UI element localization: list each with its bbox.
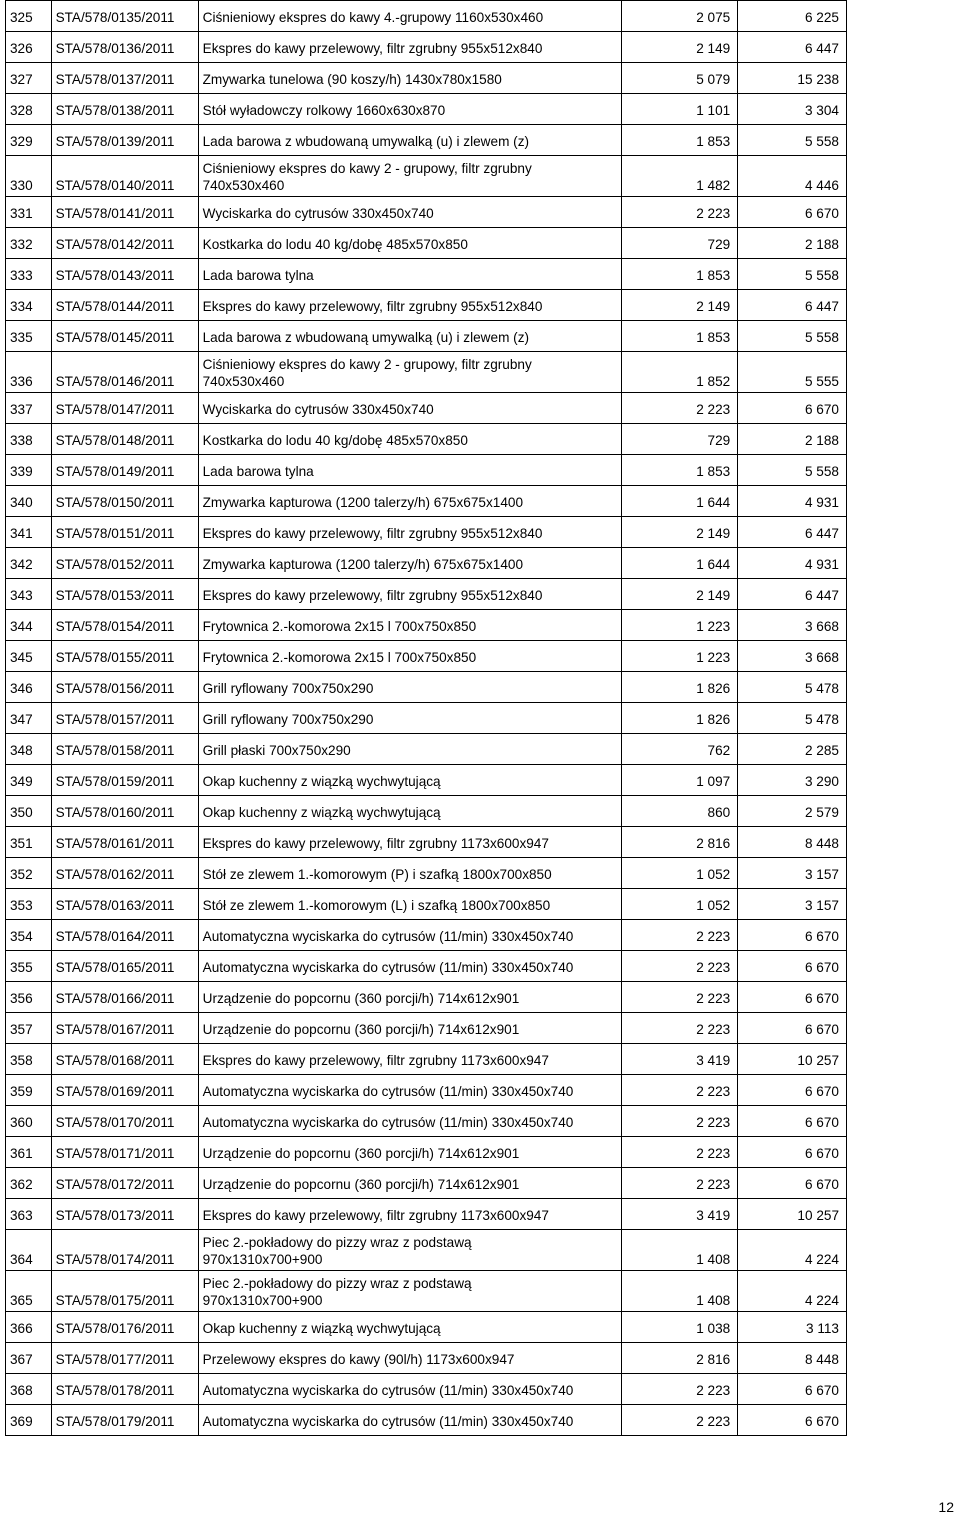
inventory-id-cell: STA/578/0156/2011 <box>51 672 198 703</box>
row-number-cell: 337 <box>6 393 52 424</box>
row-number-cell: 354 <box>6 920 52 951</box>
table-row <box>6 548 847 579</box>
description-cell: Stół wyładowczy rolkowy 1660x630x870 <box>198 94 622 125</box>
gross-value-cell: 6 670 <box>738 1168 847 1199</box>
table-row <box>6 951 847 982</box>
table-row <box>6 228 847 259</box>
row-number-cell: 368 <box>6 1374 52 1405</box>
gross-value-cell: 15 238 <box>738 63 847 94</box>
row-number-cell: 342 <box>6 548 52 579</box>
net-value-cell: 729 <box>622 228 738 259</box>
inventory-id-cell: STA/578/0173/2011 <box>51 1199 198 1230</box>
net-value-cell: 2 149 <box>622 32 738 63</box>
net-value-cell: 762 <box>622 734 738 765</box>
table-row <box>6 1106 847 1137</box>
row-number-cell: 331 <box>6 197 52 228</box>
gross-value-cell: 6 670 <box>738 920 847 951</box>
table-row <box>6 920 847 951</box>
net-value-cell: 2 223 <box>622 197 738 228</box>
gross-value-cell: 6 670 <box>738 1013 847 1044</box>
row-number-cell: 363 <box>6 1199 52 1230</box>
net-value-cell: 1 052 <box>622 889 738 920</box>
table-row <box>6 703 847 734</box>
net-value-cell: 1 644 <box>622 486 738 517</box>
row-number-cell: 327 <box>6 63 52 94</box>
gross-value-cell: 4 931 <box>738 548 847 579</box>
net-value-cell: 3 419 <box>622 1044 738 1075</box>
row-number-cell: 332 <box>6 228 52 259</box>
net-value-cell: 2 223 <box>622 1374 738 1405</box>
inventory-id-cell: STA/578/0168/2011 <box>51 1044 198 1075</box>
gross-value-cell: 5 478 <box>738 703 847 734</box>
net-value-cell: 2 223 <box>622 1168 738 1199</box>
table-row <box>6 1044 847 1075</box>
table-row <box>6 321 847 352</box>
net-value-cell: 1 097 <box>622 765 738 796</box>
description-cell: Automatyczna wyciskarka do cytrusów (11/min) 330x450x740 <box>198 1405 622 1436</box>
table-row <box>6 1405 847 1436</box>
gross-value-cell: 5 558 <box>738 321 847 352</box>
inventory-id-cell: STA/578/0177/2011 <box>51 1343 198 1374</box>
row-number-cell: 351 <box>6 827 52 858</box>
inventory-table <box>5 0 847 1436</box>
inventory-id-cell: STA/578/0157/2011 <box>51 703 198 734</box>
row-number-cell: 330 <box>6 156 52 197</box>
table-row <box>6 579 847 610</box>
description-cell: Stół ze zlewem 1.-komorowym (P) i szafką 1800x700x850 <box>198 858 622 889</box>
net-value-cell: 2 223 <box>622 1405 738 1436</box>
net-value-cell: 1 408 <box>622 1271 738 1312</box>
gross-value-cell: 2 188 <box>738 228 847 259</box>
table-row <box>6 610 847 641</box>
gross-value-cell: 3 113 <box>738 1312 847 1343</box>
inventory-id-cell: STA/578/0169/2011 <box>51 1075 198 1106</box>
row-number-cell: 338 <box>6 424 52 455</box>
table-row <box>6 63 847 94</box>
table-row <box>6 1168 847 1199</box>
inventory-id-cell: STA/578/0161/2011 <box>51 827 198 858</box>
table-row <box>6 517 847 548</box>
description-cell: Ekspres do kawy przelewowy, filtr zgrubny 1173x600x947 <box>198 827 622 858</box>
description-cell: Ekspres do kawy przelewowy, filtr zgrubny 955x512x840 <box>198 579 622 610</box>
net-value-cell: 860 <box>622 796 738 827</box>
table-row <box>6 1343 847 1374</box>
inventory-id-cell: STA/578/0174/2011 <box>51 1230 198 1271</box>
row-number-cell: 326 <box>6 32 52 63</box>
inventory-id-cell: STA/578/0141/2011 <box>51 197 198 228</box>
net-value-cell: 5 079 <box>622 63 738 94</box>
net-value-cell: 2 223 <box>622 1075 738 1106</box>
gross-value-cell: 6 447 <box>738 517 847 548</box>
description-cell: Grill ryflowany 700x750x290 <box>198 703 622 734</box>
table-row <box>6 1 847 32</box>
gross-value-cell: 3 304 <box>738 94 847 125</box>
table-row <box>6 1075 847 1106</box>
inventory-id-cell: STA/578/0164/2011 <box>51 920 198 951</box>
inventory-id-cell: STA/578/0170/2011 <box>51 1106 198 1137</box>
net-value-cell: 2 223 <box>622 1137 738 1168</box>
table-row <box>6 827 847 858</box>
gross-value-cell: 6 670 <box>738 951 847 982</box>
table-row <box>6 393 847 424</box>
inventory-id-cell: STA/578/0138/2011 <box>51 94 198 125</box>
table-row <box>6 1199 847 1230</box>
net-value-cell: 1 853 <box>622 259 738 290</box>
net-value-cell: 1 101 <box>622 94 738 125</box>
net-value-cell: 1 853 <box>622 321 738 352</box>
net-value-cell: 1 853 <box>622 125 738 156</box>
inventory-id-cell: STA/578/0143/2011 <box>51 259 198 290</box>
inventory-id-cell: STA/578/0137/2011 <box>51 63 198 94</box>
description-cell: Lada barowa tylna <box>198 259 622 290</box>
net-value-cell: 1 223 <box>622 610 738 641</box>
row-number-cell: 325 <box>6 1 52 32</box>
table-row <box>6 1374 847 1405</box>
net-value-cell: 2 223 <box>622 920 738 951</box>
row-number-cell: 358 <box>6 1044 52 1075</box>
description-cell: Urządzenie do popcornu (360 porcji/h) 714x612x901 <box>198 1013 622 1044</box>
inventory-id-cell: STA/578/0135/2011 <box>51 1 198 32</box>
table-row <box>6 858 847 889</box>
net-value-cell: 1 408 <box>622 1230 738 1271</box>
table-row <box>6 455 847 486</box>
table-row <box>6 889 847 920</box>
description-cell: Piec 2.-pokładowy do pizzy wraz z podstawą 970x1310x700+900 <box>198 1271 622 1312</box>
gross-value-cell: 4 931 <box>738 486 847 517</box>
inventory-id-cell: STA/578/0153/2011 <box>51 579 198 610</box>
description-cell: Urządzenie do popcornu (360 porcji/h) 714x612x901 <box>198 1168 622 1199</box>
inventory-id-cell: STA/578/0149/2011 <box>51 455 198 486</box>
description-cell: Grill ryflowany 700x750x290 <box>198 672 622 703</box>
net-value-cell: 2 149 <box>622 290 738 321</box>
description-cell: Okap kuchenny z wiązką wychwytującą <box>198 765 622 796</box>
description-cell: Grill płaski 700x750x290 <box>198 734 622 765</box>
table-row <box>6 156 847 197</box>
description-cell: Automatyczna wyciskarka do cytrusów (11/min) 330x450x740 <box>198 1374 622 1405</box>
description-cell: Urządzenie do popcornu (360 porcji/h) 714x612x901 <box>198 982 622 1013</box>
gross-value-cell: 10 257 <box>738 1044 847 1075</box>
inventory-id-cell: STA/578/0160/2011 <box>51 796 198 827</box>
description-cell: Lada barowa tylna <box>198 455 622 486</box>
gross-value-cell: 6 670 <box>738 1137 847 1168</box>
inventory-id-cell: STA/578/0155/2011 <box>51 641 198 672</box>
row-number-cell: 336 <box>6 352 52 393</box>
description-cell: Automatyczna wyciskarka do cytrusów (11/min) 330x450x740 <box>198 1075 622 1106</box>
inventory-id-cell: STA/578/0159/2011 <box>51 765 198 796</box>
inventory-id-cell: STA/578/0163/2011 <box>51 889 198 920</box>
description-cell: Lada barowa z wbudowaną umywalką (u) i zlewem (z) <box>198 125 622 156</box>
description-cell: Ciśnieniowy ekspres do kawy 4.-grupowy 1160x530x460 <box>198 1 622 32</box>
description-cell: Ciśnieniowy ekspres do kawy 2 - grupowy, filtr zgrubny 740x530x460 <box>198 156 622 197</box>
row-number-cell: 357 <box>6 1013 52 1044</box>
row-number-cell: 359 <box>6 1075 52 1106</box>
inventory-id-cell: STA/578/0145/2011 <box>51 321 198 352</box>
inventory-id-cell: STA/578/0179/2011 <box>51 1405 198 1436</box>
table-row <box>6 352 847 393</box>
gross-value-cell: 6 670 <box>738 393 847 424</box>
gross-value-cell: 6 447 <box>738 579 847 610</box>
description-cell: Stół ze zlewem 1.-komorowym (L) i szafką 1800x700x850 <box>198 889 622 920</box>
table-row <box>6 32 847 63</box>
description-cell: Wyciskarka do cytrusów 330x450x740 <box>198 393 622 424</box>
row-number-cell: 348 <box>6 734 52 765</box>
net-value-cell: 729 <box>622 424 738 455</box>
description-cell: Zmywarka kapturowa (1200 talerzy/h) 675x675x1400 <box>198 548 622 579</box>
inventory-id-cell: STA/578/0162/2011 <box>51 858 198 889</box>
gross-value-cell: 5 558 <box>738 455 847 486</box>
table-row <box>6 1271 847 1312</box>
inventory-id-cell: STA/578/0147/2011 <box>51 393 198 424</box>
net-value-cell: 2 075 <box>622 1 738 32</box>
inventory-id-cell: STA/578/0144/2011 <box>51 290 198 321</box>
gross-value-cell: 5 478 <box>738 672 847 703</box>
inventory-id-cell: STA/578/0146/2011 <box>51 352 198 393</box>
inventory-id-cell: STA/578/0140/2011 <box>51 156 198 197</box>
description-cell: Okap kuchenny z wiązką wychwytującą <box>198 1312 622 1343</box>
row-number-cell: 366 <box>6 1312 52 1343</box>
gross-value-cell: 3 290 <box>738 765 847 796</box>
table-row <box>6 796 847 827</box>
gross-value-cell: 4 446 <box>738 156 847 197</box>
row-number-cell: 365 <box>6 1271 52 1312</box>
row-number-cell: 360 <box>6 1106 52 1137</box>
net-value-cell: 1 644 <box>622 548 738 579</box>
inventory-table-body <box>6 1 847 1436</box>
net-value-cell: 3 419 <box>622 1199 738 1230</box>
table-row <box>6 1137 847 1168</box>
gross-value-cell: 3 157 <box>738 889 847 920</box>
row-number-cell: 344 <box>6 610 52 641</box>
gross-value-cell: 2 188 <box>738 424 847 455</box>
gross-value-cell: 6 447 <box>738 290 847 321</box>
description-cell: Ekspres do kawy przelewowy, filtr zgrubny 1173x600x947 <box>198 1044 622 1075</box>
description-cell: Okap kuchenny z wiązką wychwytującą <box>198 796 622 827</box>
row-number-cell: 369 <box>6 1405 52 1436</box>
inventory-id-cell: STA/578/0172/2011 <box>51 1168 198 1199</box>
row-number-cell: 364 <box>6 1230 52 1271</box>
row-number-cell: 350 <box>6 796 52 827</box>
table-row <box>6 94 847 125</box>
table-row <box>6 197 847 228</box>
table-row <box>6 734 847 765</box>
net-value-cell: 1 852 <box>622 352 738 393</box>
table-row <box>6 259 847 290</box>
row-number-cell: 355 <box>6 951 52 982</box>
gross-value-cell: 3 157 <box>738 858 847 889</box>
row-number-cell: 329 <box>6 125 52 156</box>
net-value-cell: 2 223 <box>622 1106 738 1137</box>
inventory-id-cell: STA/578/0165/2011 <box>51 951 198 982</box>
row-number-cell: 346 <box>6 672 52 703</box>
table-row <box>6 672 847 703</box>
row-number-cell: 343 <box>6 579 52 610</box>
description-cell: Ekspres do kawy przelewowy, filtr zgrubny 955x512x840 <box>198 517 622 548</box>
inventory-id-cell: STA/578/0142/2011 <box>51 228 198 259</box>
table-row <box>6 982 847 1013</box>
description-cell: Automatyczna wyciskarka do cytrusów (11/min) 330x450x740 <box>198 1106 622 1137</box>
gross-value-cell: 3 668 <box>738 641 847 672</box>
row-number-cell: 334 <box>6 290 52 321</box>
table-row <box>6 1230 847 1271</box>
net-value-cell: 1 826 <box>622 703 738 734</box>
inventory-id-cell: STA/578/0176/2011 <box>51 1312 198 1343</box>
net-value-cell: 2 223 <box>622 1013 738 1044</box>
description-cell: Ciśnieniowy ekspres do kawy 2 - grupowy, filtr zgrubny 740x530x460 <box>198 352 622 393</box>
description-cell: Zmywarka tunelowa (90 koszy/h) 1430x780x1580 <box>198 63 622 94</box>
gross-value-cell: 4 224 <box>738 1230 847 1271</box>
description-cell: Frytownica 2.-komorowa 2x15 l 700x750x850 <box>198 610 622 641</box>
row-number-cell: 335 <box>6 321 52 352</box>
row-number-cell: 340 <box>6 486 52 517</box>
gross-value-cell: 10 257 <box>738 1199 847 1230</box>
gross-value-cell: 6 447 <box>738 32 847 63</box>
inventory-id-cell: STA/578/0148/2011 <box>51 424 198 455</box>
net-value-cell: 1 482 <box>622 156 738 197</box>
net-value-cell: 2 149 <box>622 517 738 548</box>
inventory-id-cell: STA/578/0158/2011 <box>51 734 198 765</box>
description-cell: Wyciskarka do cytrusów 330x450x740 <box>198 197 622 228</box>
gross-value-cell: 3 668 <box>738 610 847 641</box>
row-number-cell: 352 <box>6 858 52 889</box>
gross-value-cell: 5 558 <box>738 125 847 156</box>
description-cell: Zmywarka kapturowa (1200 talerzy/h) 675x675x1400 <box>198 486 622 517</box>
description-cell: Lada barowa z wbudowaną umywalką (u) i zlewem (z) <box>198 321 622 352</box>
description-cell: Ekspres do kawy przelewowy, filtr zgrubny 955x512x840 <box>198 290 622 321</box>
gross-value-cell: 6 670 <box>738 197 847 228</box>
inventory-id-cell: STA/578/0171/2011 <box>51 1137 198 1168</box>
inventory-id-cell: STA/578/0151/2011 <box>51 517 198 548</box>
gross-value-cell: 5 555 <box>738 352 847 393</box>
table-row <box>6 1312 847 1343</box>
table-row <box>6 765 847 796</box>
row-number-cell: 367 <box>6 1343 52 1374</box>
gross-value-cell: 6 225 <box>738 1 847 32</box>
gross-value-cell: 5 558 <box>738 259 847 290</box>
description-cell: Piec 2.-pokładowy do pizzy wraz z podstawą 970x1310x700+900 <box>198 1230 622 1271</box>
gross-value-cell: 2 579 <box>738 796 847 827</box>
description-cell: Kostkarka do lodu 40 kg/dobę 485x570x850 <box>198 424 622 455</box>
row-number-cell: 361 <box>6 1137 52 1168</box>
inventory-id-cell: STA/578/0167/2011 <box>51 1013 198 1044</box>
table-row <box>6 290 847 321</box>
description-cell: Kostkarka do lodu 40 kg/dobę 485x570x850 <box>198 228 622 259</box>
inventory-id-cell: STA/578/0166/2011 <box>51 982 198 1013</box>
row-number-cell: 341 <box>6 517 52 548</box>
net-value-cell: 1 223 <box>622 641 738 672</box>
net-value-cell: 2 223 <box>622 982 738 1013</box>
table-row <box>6 1013 847 1044</box>
gross-value-cell: 4 224 <box>738 1271 847 1312</box>
gross-value-cell: 6 670 <box>738 1374 847 1405</box>
inventory-id-cell: STA/578/0150/2011 <box>51 486 198 517</box>
net-value-cell: 1 826 <box>622 672 738 703</box>
row-number-cell: 353 <box>6 889 52 920</box>
gross-value-cell: 8 448 <box>738 827 847 858</box>
row-number-cell: 328 <box>6 94 52 125</box>
gross-value-cell: 6 670 <box>738 982 847 1013</box>
description-cell: Ekspres do kawy przelewowy, filtr zgrubny 1173x600x947 <box>198 1199 622 1230</box>
table-row <box>6 424 847 455</box>
description-cell: Frytownica 2.-komorowa 2x15 l 700x750x850 <box>198 641 622 672</box>
gross-value-cell: 6 670 <box>738 1075 847 1106</box>
gross-value-cell: 6 670 <box>738 1405 847 1436</box>
net-value-cell: 2 816 <box>622 1343 738 1374</box>
description-cell: Przelewowy ekspres do kawy (90l/h) 1173x600x947 <box>198 1343 622 1374</box>
description-cell: Ekspres do kawy przelewowy, filtr zgrubny 955x512x840 <box>198 32 622 63</box>
row-number-cell: 345 <box>6 641 52 672</box>
gross-value-cell: 2 285 <box>738 734 847 765</box>
inventory-id-cell: STA/578/0136/2011 <box>51 32 198 63</box>
description-cell: Urządzenie do popcornu (360 porcji/h) 714x612x901 <box>198 1137 622 1168</box>
description-cell: Automatyczna wyciskarka do cytrusów (11/min) 330x450x740 <box>198 951 622 982</box>
net-value-cell: 2 223 <box>622 393 738 424</box>
row-number-cell: 349 <box>6 765 52 796</box>
row-number-cell: 347 <box>6 703 52 734</box>
description-cell: Automatyczna wyciskarka do cytrusów (11/min) 330x450x740 <box>198 920 622 951</box>
net-value-cell: 2 816 <box>622 827 738 858</box>
inventory-id-cell: STA/578/0152/2011 <box>51 548 198 579</box>
row-number-cell: 333 <box>6 259 52 290</box>
table-row <box>6 641 847 672</box>
inventory-id-cell: STA/578/0154/2011 <box>51 610 198 641</box>
net-value-cell: 1 052 <box>622 858 738 889</box>
row-number-cell: 339 <box>6 455 52 486</box>
gross-value-cell: 6 670 <box>738 1106 847 1137</box>
inventory-id-cell: STA/578/0139/2011 <box>51 125 198 156</box>
inventory-id-cell: STA/578/0178/2011 <box>51 1374 198 1405</box>
page-number: 12 <box>938 1499 954 1515</box>
net-value-cell: 2 149 <box>622 579 738 610</box>
net-value-cell: 2 223 <box>622 951 738 982</box>
inventory-id-cell: STA/578/0175/2011 <box>51 1271 198 1312</box>
net-value-cell: 1 038 <box>622 1312 738 1343</box>
gross-value-cell: 8 448 <box>738 1343 847 1374</box>
table-row <box>6 486 847 517</box>
net-value-cell: 1 853 <box>622 455 738 486</box>
row-number-cell: 362 <box>6 1168 52 1199</box>
table-row <box>6 125 847 156</box>
row-number-cell: 356 <box>6 982 52 1013</box>
